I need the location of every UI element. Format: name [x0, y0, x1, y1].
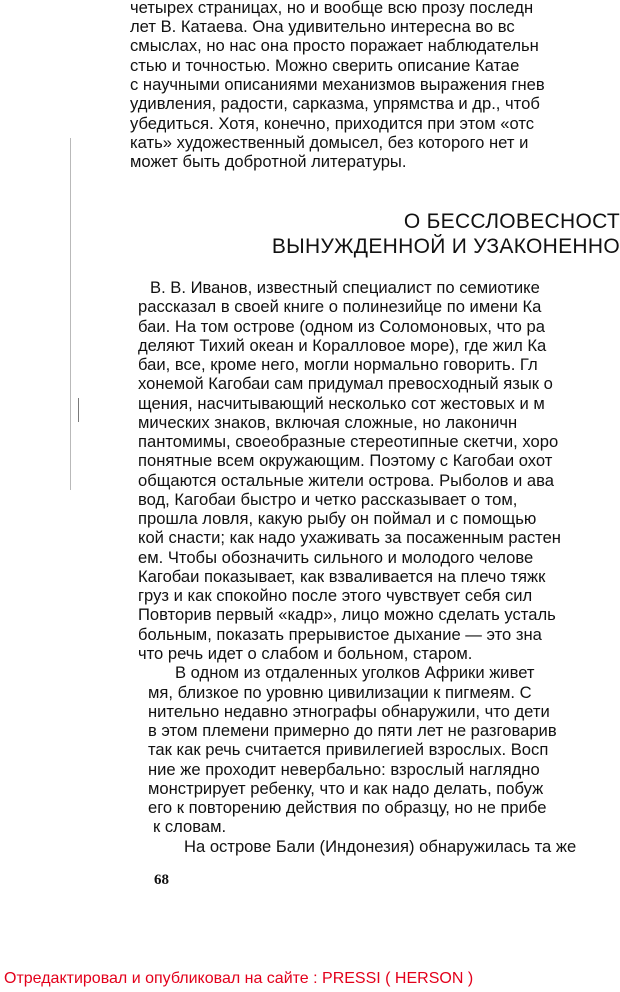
heading-line-2: ВЫНУЖДЕННОЙ И УЗАКОНЕННО — [271, 235, 620, 258]
text-line: общаются остальные жители острова. Рыболов и ава — [138, 471, 554, 490]
text-line: прошла ловля, какую рыбу он поймал и с помощью — [138, 509, 537, 528]
text-line: мических знаков, включая сложные, но лаконичн — [138, 413, 518, 432]
text-line: удивления, радости, сарказма, упрямства и др., чтоб — [130, 94, 540, 113]
text-line: ние же проходит невербально: взрослый наглядно — [148, 760, 540, 779]
heading-line-1: О БЕССЛОВЕСНОСТ — [403, 210, 620, 233]
text-line: кать» художественный домысел, без которого нет и — [130, 133, 529, 152]
text-line: кой снасти; как надо ухаживать за посаженным растен — [138, 528, 561, 547]
text-line: Повторив первый «кадр», лицо можно сделать усталь — [138, 605, 556, 624]
text-line: рассказал в своей книге о полинезийце по имени Ка — [138, 297, 542, 316]
text-line: В одном из отдаленных уголков Африки живет — [175, 663, 535, 682]
text-line: с научными описаниями механизмов выражения гнев — [130, 75, 545, 94]
text-line: нительно недавно этнографы обнаружили, что дети — [148, 702, 550, 721]
text-line: В. В. Иванов, известный специалист по семиотике — [150, 278, 540, 297]
text-line: убедиться. Хотя, конечно, приходится при этом «отс — [130, 114, 535, 133]
margin-rule — [70, 138, 71, 490]
footer-credit: Отредактировал и опубликовал на сайте : PRESSI ( HERSON ) — [4, 970, 474, 987]
text-line: что речь идет о слабом и больном, старом. — [138, 644, 473, 663]
text-line: деляют Тихий океан и Коралловое море), где жил Ка — [138, 336, 547, 355]
text-line: в этом племени примерно до пяти лет не разговарив — [148, 721, 557, 740]
text-line: больным, показать прерывистое дыхание — это зна — [138, 625, 542, 644]
text-line: лет В. Катаева. Она удивительно интересна во вс — [130, 17, 515, 36]
text-line: его к повторению действия по образцу, но не прибе — [148, 798, 547, 817]
text-line: пантомимы, своеобразные стереотипные скетчи, хоро — [138, 432, 559, 451]
text-line: баи. На том острове (одном из Соломоновых, что ра — [138, 317, 545, 336]
text-line: стью и точностью. Можно сверить описание Катае — [130, 56, 520, 75]
margin-tick — [78, 398, 79, 422]
text-line: так как речь считается привилегией взрослых. Восп — [148, 740, 549, 759]
text-line: к словам. — [153, 817, 227, 836]
text-line: монстрирует ребенку, что и как надо делать, побуж — [148, 779, 544, 798]
bali-paragraph-line: На острове Бали (Индонезия) обнаружилась та же — [184, 837, 577, 856]
text-line: щения, насчитывающий несколько сот жестовых и м — [138, 394, 545, 413]
text-line: вод, Кагобаи быстро и четко рассказывает о том, — [138, 490, 518, 509]
text-line: мя, близкое по уровню цивилизации к пигмеям. С — [148, 683, 532, 702]
text-line: Кагобаи показывает, как взваливается на плечо тяжк — [138, 567, 546, 586]
text-line: четырех страницах, но и вообще всю прозу последн — [130, 0, 534, 17]
text-line: понятные всем окружающим. Поэтому с Кагобаи охот — [138, 451, 553, 470]
text-line: груз и как спокойно после этого чувствует себя сил — [138, 586, 533, 605]
text-line: ем. Чтобы обозначить сильного и молодого челове — [138, 548, 534, 567]
text-line: хонемой Кагобаи сам придумал превосходный язык о — [138, 374, 553, 393]
text-line: баи, все, кроме него, могли нормально говорить. Гл — [138, 355, 538, 374]
page-number: 68 — [154, 872, 169, 888]
text-line: может быть добротной литературы. — [130, 152, 407, 171]
text-line: смыслах, но нас она просто поражает наблюдательн — [130, 36, 539, 55]
